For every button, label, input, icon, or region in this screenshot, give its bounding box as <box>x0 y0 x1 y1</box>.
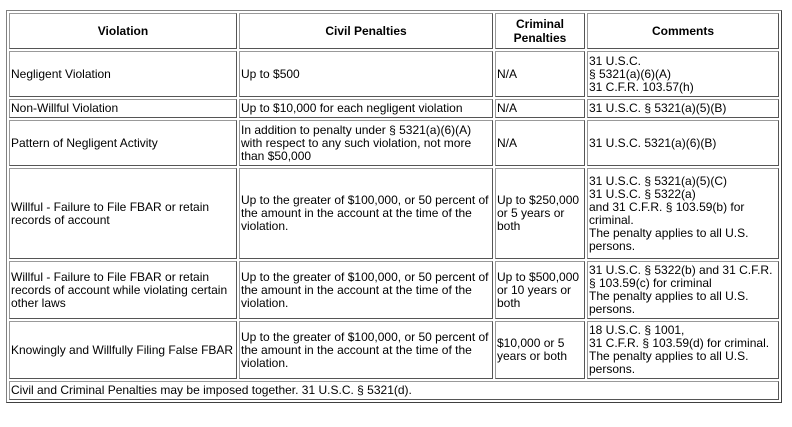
violation-cell: Pattern of Negligent Activity <box>9 120 237 166</box>
comments-cell: 31 U.S.C. § 5321(a)(5)(C) 31 U.S.C. § 5322(a) and 31 C.F.R. § 103.59(b) for criminal. The penalty applies to all U.S. persons. <box>587 168 779 259</box>
civil-penalty-cell: Up to the greater of $100,000, or 50 percent of the amount in the account at the time of the violation. <box>239 321 493 379</box>
header-civil-penalties: Civil Penalties <box>239 13 493 49</box>
civil-penalty-cell: In addition to penalty under § 5321(a)(6)(A) with respect to any such violation, not more than $50,000 <box>239 120 493 166</box>
comments-cell: 18 U.S.C. § 1001, 31 C.F.R. § 103.59(d) for criminal. The penalty applies to all U.S. persons. <box>587 321 779 379</box>
header-criminal-penalties: Criminal Penalties <box>495 13 585 49</box>
table-row <box>9 321 779 379</box>
table-row <box>9 261 779 319</box>
criminal-penalty-cell: $10,000 or 5 years or both <box>495 321 585 379</box>
criminal-penalty-cell: N/A <box>495 120 585 166</box>
civil-penalty-cell: Up to the greater of $100,000, or 50 percent of the amount in the account at the time of the violation. <box>239 261 493 319</box>
comments-cell: 31 U.S.C. 5321(a)(6)(B) <box>587 120 779 166</box>
table-row <box>9 51 779 97</box>
violation-cell: Knowingly and Willfully Filing False FBAR <box>9 321 237 379</box>
table-row <box>9 99 779 118</box>
violation-cell: Willful - Failure to File FBAR or retain records of account while violating certain other laws <box>9 261 237 319</box>
violation-cell: Negligent Violation <box>9 51 237 97</box>
table-row <box>9 120 779 166</box>
civil-penalty-cell: Up to $10,000 for each negligent violation <box>239 99 493 118</box>
header-comments: Comments <box>587 13 779 49</box>
table-row <box>9 168 779 259</box>
criminal-penalty-cell: N/A <box>495 99 585 118</box>
fbar-penalties-table <box>6 10 782 403</box>
comments-cell: 31 U.S.C. § 5322(b) and 31 C.F.R. § 103.59(c) for criminal The penalty applies to all U.S. persons. <box>587 261 779 319</box>
footer-note: Civil and Criminal Penalties may be imposed together. 31 U.S.C. § 5321(d). <box>9 381 779 400</box>
civil-penalty-cell: Up to $500 <box>239 51 493 97</box>
footer-row <box>9 381 779 400</box>
header-row <box>9 13 779 49</box>
criminal-penalty-cell: Up to $500,000 or 10 years or both <box>495 261 585 319</box>
header-violation: Violation <box>9 13 237 49</box>
criminal-penalty-cell: Up to $250,000 or 5 years or both <box>495 168 585 259</box>
criminal-penalty-cell: N/A <box>495 51 585 97</box>
comments-cell: 31 U.S.C. § 5321(a)(5)(B) <box>587 99 779 118</box>
comments-cell: 31 U.S.C. § 5321(a)(6)(A) 31 C.F.R. 103.57(h) <box>587 51 779 97</box>
violation-cell: Willful - Failure to File FBAR or retain records of account <box>9 168 237 259</box>
civil-penalty-cell: Up to the greater of $100,000, or 50 percent of the amount in the account at the time of the violation. <box>239 168 493 259</box>
violation-cell: Non-Willful Violation <box>9 99 237 118</box>
